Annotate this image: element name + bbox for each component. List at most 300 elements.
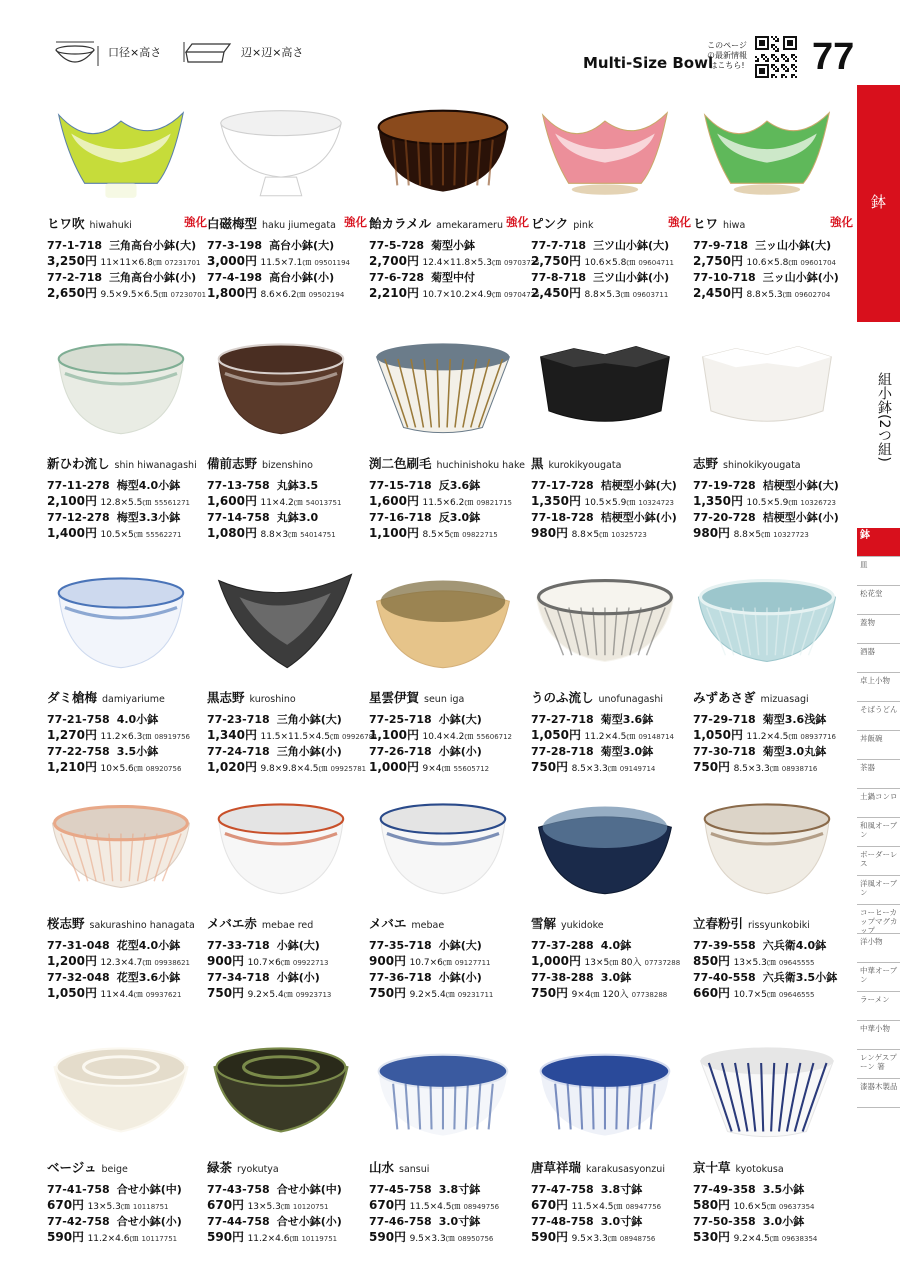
bowl-image: [369, 792, 519, 902]
legend-bowl-label: 口径×高さ: [108, 46, 162, 59]
product-name: [531, 454, 621, 472]
product-name-en: unofunagashi: [598, 694, 664, 705]
product-code: 77-36-718: [369, 971, 432, 984]
product-card: [207, 792, 369, 1000]
product-size: 9×4㎝ 120入: [571, 990, 629, 1000]
product-code-line: [207, 477, 318, 493]
bowl-image: [531, 332, 681, 442]
product-name-jp: 新ひわ流し: [47, 456, 110, 471]
product-name-jp: 白磁梅型: [207, 216, 258, 231]
product-name-en: yukidoke: [561, 920, 604, 931]
product-desc: 高台小鉢(小): [269, 271, 335, 284]
product-code: 77-20-728: [693, 511, 756, 524]
product-desc: 梅型3.3小鉢: [116, 511, 181, 524]
product-price-line: [47, 284, 206, 301]
product-price: 2,210円: [369, 286, 419, 300]
product-name: [693, 454, 801, 472]
product-code-line: [47, 269, 196, 285]
product-desc: 桔梗型小鉢(大): [600, 479, 677, 492]
product-code: 77-39-558: [693, 939, 756, 952]
product-price-line: [693, 284, 830, 301]
product-code: 77-17-728: [531, 479, 594, 492]
product-code-line: [693, 937, 826, 953]
product-size: 11.2×4.5㎝: [746, 732, 798, 742]
product-desc: 三ッ山小鉢(小): [762, 271, 839, 284]
side-index-item[interactable]: 皿: [857, 557, 900, 586]
product-code: 77-47-758: [531, 1183, 594, 1196]
product-size: 11.5×11.5×4.5㎝: [260, 732, 339, 742]
product-price-line: [207, 1196, 329, 1213]
product-card: [207, 332, 369, 540]
product-code: 77-31-048: [47, 939, 110, 952]
product-code: 77-42-758: [47, 1215, 110, 1228]
product-desc: 3.0寸鉢: [600, 1215, 643, 1228]
product-price-line: [693, 492, 836, 509]
product-desc: 合せ小鉢(中): [276, 1183, 342, 1196]
product-price-line: [47, 492, 190, 509]
bowl-image: [369, 332, 519, 442]
side-index-item[interactable]: 和風オーブン: [857, 818, 900, 847]
product-desc: 3.8寸鉢: [438, 1183, 481, 1196]
product-jan: 55562271: [145, 531, 182, 539]
product-size: 8.8×5.3㎝: [584, 290, 630, 300]
product-size: 10×5.6㎝: [100, 764, 143, 774]
product-name-en: hiwa: [723, 220, 746, 231]
product-code: 77-14-758: [207, 511, 270, 524]
product-price-line: [693, 524, 809, 541]
product-name-jp: 渕二色刷毛: [369, 456, 432, 471]
product-jan: 09926781: [341, 733, 378, 741]
product-code-line: [693, 969, 837, 985]
product-name-jp: 立春粉引: [693, 916, 744, 931]
side-index-item[interactable]: コーヒーカップマグカップ: [857, 905, 900, 934]
product-code-line: [47, 743, 158, 759]
product-desc: 花型3.6小鉢: [116, 971, 181, 984]
product-code-line: [531, 1181, 642, 1197]
category-tab-label: 鉢: [870, 193, 886, 211]
side-index-item[interactable]: レンゲスプーン 箸: [857, 1050, 900, 1079]
product-name-en: kuroshino: [249, 694, 296, 705]
product-desc: 小鉢(大): [438, 713, 482, 726]
bowl-image: [47, 332, 197, 442]
product-price-line: [369, 726, 512, 743]
product-code-line: [693, 237, 831, 253]
product-name-jp: ヒワ吹: [47, 216, 85, 231]
side-index-item[interactable]: 中華小物: [857, 1021, 900, 1050]
product-price: 1,020円: [207, 760, 257, 774]
bowl-image: [369, 1036, 519, 1146]
product-desc: 3.0鉢: [600, 971, 632, 984]
legend-square-label: 辺×辺×高さ: [241, 46, 304, 59]
bowl-image: [47, 566, 197, 676]
product-size: 8.8×5㎝: [733, 530, 771, 540]
product-code-line: [369, 937, 482, 953]
product-price-line: [531, 1228, 655, 1245]
product-price-line: [531, 984, 667, 1001]
product-code-line: [47, 477, 180, 493]
product-price: 1,600円: [369, 494, 419, 508]
product-price: 900円: [207, 954, 245, 968]
product-price-line: [531, 952, 680, 969]
product-price: 1,600円: [207, 494, 257, 508]
qr-code-icon[interactable]: [755, 36, 797, 78]
product-card: [47, 566, 209, 774]
product-size: 13×5.3㎝: [733, 958, 776, 968]
product-size: 8.5×5㎝: [422, 530, 460, 540]
product-price-line: [531, 1196, 661, 1213]
bowl-image: [531, 566, 681, 676]
product-card: [693, 92, 855, 300]
product-desc: 3.8寸鉢: [600, 1183, 643, 1196]
product-jan: 10118751: [132, 1203, 169, 1211]
reinforced-badge: 強化: [668, 215, 691, 229]
product-code: 77-16-718: [369, 511, 432, 524]
product-code: 77-37-288: [531, 939, 594, 952]
product-code-line: [531, 1213, 642, 1229]
product-price-line: [47, 252, 200, 269]
product-card: [693, 1036, 855, 1244]
product-name: [531, 914, 604, 932]
product-code-line: [369, 477, 480, 493]
product-jan: 07737288: [644, 959, 681, 967]
product-desc: 高台小鉢(大): [269, 239, 335, 252]
product-jan: 07738288: [631, 991, 668, 999]
product-size: 10.4×4.2㎝: [422, 732, 474, 742]
product-price: 1,050円: [693, 728, 743, 742]
product-price: 2,650円: [47, 286, 97, 300]
product-jan: 09127711: [454, 959, 491, 967]
side-index-item[interactable]: 鉢: [857, 528, 900, 557]
bowl-dimension-icon: [48, 38, 102, 72]
product-code: 77-4-198: [207, 271, 263, 284]
product-name-en: pink: [573, 220, 594, 231]
product-price: 670円: [207, 1198, 245, 1212]
product-jan: 55561271: [154, 499, 191, 507]
product-name-jp: 雪解: [531, 916, 557, 931]
product-size: 13×5.3㎝: [247, 1202, 290, 1212]
product-name-en: bizenshino: [262, 460, 313, 471]
product-name-jp: 緑茶: [207, 1160, 233, 1175]
side-index-item[interactable]: 酒器: [857, 644, 900, 673]
product-jan: 08919756: [154, 733, 191, 741]
product-desc: 3.5小鉢: [762, 1183, 805, 1196]
product-price-line: [207, 1228, 337, 1245]
product-jan: 08947756: [625, 1203, 662, 1211]
product-code-line: [207, 269, 334, 285]
product-card: [693, 332, 855, 540]
side-index-item[interactable]: 土鍋コンロ: [857, 789, 900, 818]
product-price: 1,000円: [531, 954, 581, 968]
product-price-line: [47, 952, 190, 969]
product-size: 11.2×6.3㎝: [100, 732, 152, 742]
product-name-en: kurokikyougata: [548, 460, 622, 471]
product-price: 980円: [693, 526, 731, 540]
product-code: 77-24-718: [207, 745, 270, 758]
product-price-line: [369, 1228, 493, 1245]
product-jan: 10120751: [292, 1203, 329, 1211]
product-size: 10.6×5㎝: [733, 1202, 776, 1212]
product-card: [47, 332, 209, 540]
bowl-image: [207, 332, 357, 442]
product-name-en: sansui: [399, 1164, 430, 1175]
product-name: [207, 688, 296, 706]
product-size: 10.7×6㎝: [247, 958, 290, 968]
product-size: 12.3×4.7㎝: [100, 958, 152, 968]
product-price-line: [693, 726, 836, 743]
product-price: 590円: [47, 1230, 85, 1244]
product-name-jp: メバエ赤: [207, 916, 257, 931]
product-jan: 10117751: [141, 1235, 178, 1243]
product-jan: 09603711: [632, 291, 669, 299]
product-price-line: [369, 758, 489, 775]
product-price-line: [207, 952, 329, 969]
side-index-item[interactable]: 松花堂: [857, 586, 900, 615]
product-code-line: [207, 711, 342, 727]
product-name: [693, 214, 745, 232]
section-vertical-label: 組小鉢(2つ組): [876, 372, 892, 462]
product-card: [693, 792, 855, 1000]
product-card: [369, 332, 531, 540]
product-price-line: [369, 1196, 499, 1213]
product-card: [369, 1036, 531, 1244]
product-code-line: [369, 969, 482, 985]
product-desc: 小鉢(小): [276, 971, 320, 984]
product-price-line: [207, 492, 341, 509]
product-name-jp: 黒志野: [207, 690, 245, 705]
product-price: 670円: [531, 1198, 569, 1212]
product-code-line: [693, 1213, 804, 1229]
product-code: 77-19-728: [693, 479, 756, 492]
product-price: 850円: [693, 954, 731, 968]
qr-caption: このページの最新情報はこちら!: [707, 41, 747, 70]
product-jan: 09645555: [778, 959, 815, 967]
product-jan: 55606712: [476, 733, 513, 741]
product-desc: 三角小鉢(大): [276, 713, 342, 726]
product-price: 3,000円: [207, 254, 257, 268]
reinforced-badge: 強化: [830, 215, 853, 229]
side-index-item[interactable]: 洋小物: [857, 934, 900, 963]
product-code: 77-23-718: [207, 713, 270, 726]
product-name-en: hiwahuki: [89, 220, 132, 231]
product-size: 13×5.3㎝: [87, 1202, 130, 1212]
side-index-item[interactable]: 漆器木製品: [857, 1079, 900, 1108]
product-code: 77-9-718: [693, 239, 749, 252]
product-size: 12.8×5.5㎝: [100, 498, 152, 508]
side-index-item[interactable]: 丼飯碗: [857, 731, 900, 760]
product-size: 10.6×5.8㎝: [746, 258, 798, 268]
product-price-line: [693, 758, 817, 775]
product-name-en: shin hiwanagashi: [114, 460, 197, 471]
product-code: 77-35-718: [369, 939, 432, 952]
product-code-line: [693, 269, 839, 285]
product-jan: 09501194: [314, 259, 351, 267]
product-code: 77-18-728: [531, 511, 594, 524]
product-price-line: [531, 252, 674, 269]
product-jan: 09148714: [638, 733, 675, 741]
side-index-item[interactable]: 茶器: [857, 760, 900, 789]
product-jan: 09646555: [778, 991, 815, 999]
product-desc: 三ッ山小鉢(大): [755, 239, 832, 252]
product-jan: 54013751: [305, 499, 342, 507]
product-price: 1,340円: [207, 728, 257, 742]
product-name-en: kyotokusa: [735, 1164, 784, 1175]
product-code: 77-8-718: [531, 271, 587, 284]
bowl-image: [207, 92, 357, 202]
product-jan: 09231711: [457, 991, 494, 999]
product-jan: 07231701: [164, 259, 201, 267]
product-name: [369, 688, 464, 706]
product-price-line: [47, 984, 181, 1001]
product-price-line: [369, 952, 491, 969]
product-desc: 丸鉢3.5: [276, 479, 319, 492]
product-name: [369, 914, 444, 932]
product-desc: 丸鉢3.0: [276, 511, 319, 524]
product-price: 2,750円: [693, 254, 743, 268]
side-index-item[interactable]: 中華オーブン: [857, 963, 900, 992]
product-size: 11.2×4.6㎝: [247, 1234, 299, 1244]
product-card: [207, 566, 378, 774]
bowl-image: [207, 792, 357, 902]
product-desc: 三ツ山小鉢(大): [593, 239, 670, 252]
product-price-line: [369, 524, 498, 541]
product-code-line: [47, 237, 196, 253]
product-jan: 07230701: [170, 291, 207, 299]
product-size: 8.8×3㎝: [260, 530, 298, 540]
bowl-image: [693, 566, 843, 676]
product-price-line: [369, 284, 540, 301]
product-code-line: [693, 509, 839, 525]
product-name-en: damiyariume: [102, 694, 165, 705]
product-code-line: [207, 509, 318, 525]
product-jan: 09638354: [781, 1235, 818, 1243]
product-jan: 08950756: [457, 1235, 494, 1243]
product-price-line: [531, 284, 668, 301]
product-code: 77-46-758: [369, 1215, 432, 1228]
product-code: 77-49-358: [693, 1183, 756, 1196]
product-size: 10.7×5㎝: [733, 990, 776, 1000]
product-code-line: [531, 477, 677, 493]
product-size: 13×5㎝ 80入: [584, 958, 642, 968]
product-code: 77-25-718: [369, 713, 432, 726]
product-code: 77-27-718: [531, 713, 594, 726]
product-desc: 小鉢(大): [276, 939, 320, 952]
product-name-en: sakurashino hanagata: [89, 920, 195, 931]
product-price-line: [531, 524, 647, 541]
product-price: 530円: [693, 1230, 731, 1244]
product-code-line: [47, 711, 158, 727]
product-code-line: [207, 237, 334, 253]
side-index-item[interactable]: 蓋物: [857, 615, 900, 644]
product-code-line: [369, 1181, 480, 1197]
product-name-jp: みずあさぎ: [693, 690, 756, 705]
product-desc: 3.0寸鉢: [438, 1215, 481, 1228]
product-size: 10.5×5㎝: [100, 530, 143, 540]
side-index-item[interactable]: そばうどん: [857, 702, 900, 731]
product-jan: 09602704: [794, 291, 831, 299]
product-name-jp: うのふ流し: [531, 690, 594, 705]
product-name-en: haku jiumegata: [262, 220, 336, 231]
product-name: [531, 1158, 665, 1176]
product-price: 2,450円: [531, 286, 581, 300]
product-card: [207, 92, 369, 300]
product-code: 77-41-758: [47, 1183, 110, 1196]
product-name: [369, 1158, 429, 1176]
product-jan: 08949756: [463, 1203, 500, 1211]
product-name-jp: ダミ槍梅: [47, 690, 98, 705]
product-jan: 09937621: [145, 991, 182, 999]
product-code-line: [207, 743, 342, 759]
bowl-image: [47, 1036, 197, 1146]
side-index-item[interactable]: ラーメン: [857, 992, 900, 1021]
page-title: Multi-Size Bowl: [583, 54, 714, 72]
product-code: 77-2-718: [47, 271, 103, 284]
product-price-line: [693, 984, 815, 1001]
product-desc: 小鉢(小): [438, 745, 482, 758]
product-code: 77-40-558: [693, 971, 756, 984]
product-price-line: [693, 1196, 815, 1213]
product-size: 11.2×4.5㎝: [584, 732, 636, 742]
product-code-line: [47, 937, 180, 953]
product-size: 10.5×5.9㎝: [746, 498, 798, 508]
product-desc: 菊型3.6鉢: [600, 713, 654, 726]
product-name-en: seun iga: [424, 694, 465, 705]
product-name-en: shinokikyougata: [723, 460, 801, 471]
side-index-item[interactable]: ボーダーレス: [857, 847, 900, 876]
product-price: 1,080円: [207, 526, 257, 540]
product-code: 77-5-728: [369, 239, 425, 252]
product-desc: 桔梗型小鉢(大): [762, 479, 839, 492]
product-price: 1,400円: [47, 526, 97, 540]
product-card: [369, 566, 531, 774]
product-jan: 10326723: [800, 499, 837, 507]
product-code-line: [693, 1181, 804, 1197]
product-size: 9.5×3.3㎝: [571, 1234, 617, 1244]
product-size: 9×4㎝: [422, 764, 451, 774]
product-name: [207, 914, 313, 932]
product-code: 77-6-728: [369, 271, 425, 284]
product-price: 1,100円: [369, 526, 419, 540]
product-desc: 六兵衛4.0鉢: [762, 939, 827, 952]
product-price: 2,450円: [693, 286, 743, 300]
product-code-line: [369, 237, 475, 253]
product-desc: 合せ小鉢(小): [116, 1215, 182, 1228]
side-index-item[interactable]: 洋風オーブン: [857, 876, 900, 905]
product-size: 9.2×4.5㎝: [733, 1234, 779, 1244]
product-name-en: mebae: [411, 920, 445, 931]
product-price: 750円: [369, 986, 407, 1000]
product-desc: 菊型3.0丸鉢: [762, 745, 827, 758]
bowl-image: [531, 92, 681, 202]
bowl-image: [369, 92, 519, 202]
product-name: [531, 688, 663, 706]
product-desc: 3.0小鉢: [762, 1215, 805, 1228]
product-size: 11×4.4㎝: [100, 990, 143, 1000]
product-code-line: [207, 937, 320, 953]
product-code: 77-21-758: [47, 713, 110, 726]
bowl-image: [47, 92, 197, 202]
product-size: 8.5×3.3㎝: [571, 764, 617, 774]
square-dish-dimension-icon: [180, 38, 236, 70]
product-jan: 09923713: [295, 991, 332, 999]
product-name: [47, 914, 195, 932]
product-size: 8.8×5㎝: [571, 530, 609, 540]
product-card: [369, 792, 531, 1000]
bowl-image: [47, 792, 197, 902]
side-index-item[interactable]: 卓上小物: [857, 673, 900, 702]
product-price-line: [207, 284, 344, 301]
product-price: 590円: [207, 1230, 245, 1244]
product-price: 2,750円: [531, 254, 581, 268]
